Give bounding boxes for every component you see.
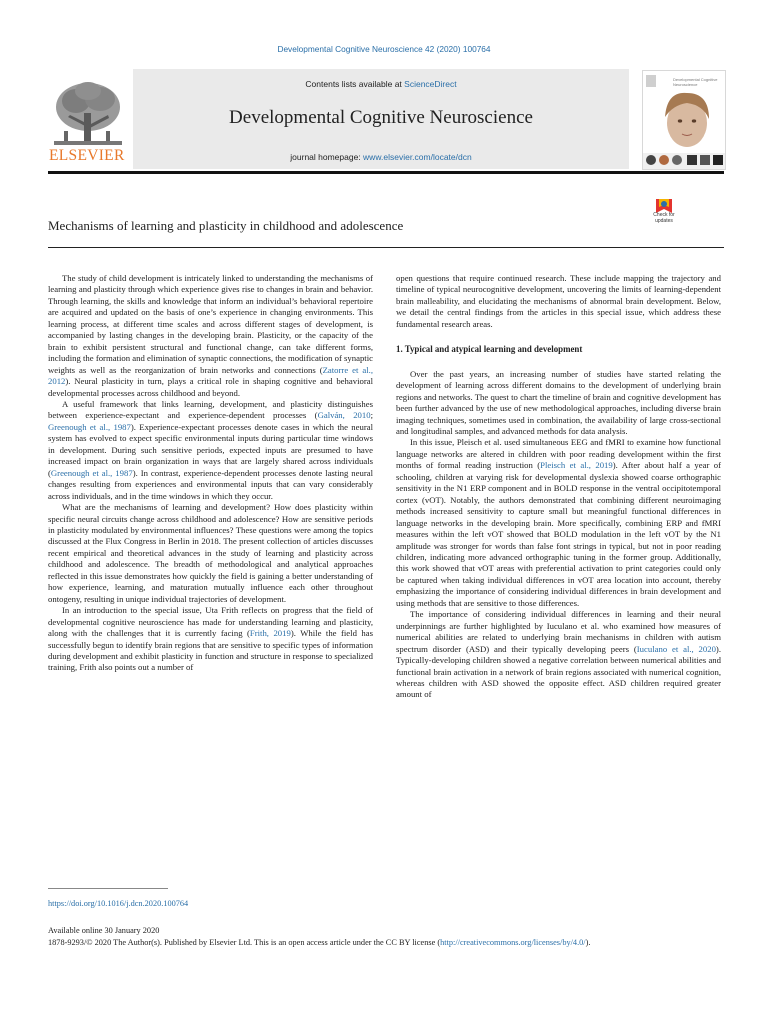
journal-title: Developmental Cognitive Neuroscience bbox=[229, 107, 533, 128]
cover-title: Developmental Cognitive Neuroscience bbox=[673, 77, 718, 87]
journal-cover-thumbnail[interactable] bbox=[642, 70, 726, 170]
license-link[interactable]: http://creativecommons.org/licenses/by/4.0/ bbox=[440, 938, 586, 947]
citation-link[interactable]: Zatorre et al., 2012 bbox=[48, 364, 373, 387]
citation-link[interactable]: Iuculano et al., 2020 bbox=[636, 643, 716, 654]
paragraph: Over the past years, an increasing number of studies have started relating the development of learning across different domains to the development of underlying brain regions and networks. The quest to chart the timeline of brain and cognitive development has been further advanced by the use of new methodological approaches, including diverse brain imaging techniques, sometimes used in combination, the availability of large cross-sectional and longitudinal samples, and advanced methods for data analysis. bbox=[396, 368, 721, 436]
article-title: Mechanisms of learning and plasticity in childhood and adolescence bbox=[48, 218, 404, 233]
paragraph: The importance of considering individual differences in learning and their neural underpinnings are further highlighted by Iuculano et al. who examined how measures of numerical abilities are related to underlying brain mechanisms in children with autism spectrum disorder (ASD) and their typically developing peers (Iuculano et al., 2020). Typically-developing children showed a negative correlation between numerical abilities and functional brain activation in a network of brain regions associated with numerical cognition, whereas children with ASD showed the opposite effect. ASD children required greater amount of bbox=[396, 609, 721, 700]
footer-rule bbox=[48, 888, 168, 889]
paragraph: open questions that require continued research. These include mapping the trajectory and timeline of typical neurocognitive development, uncovering the limits of learning-dependent brain malleability, and elucidating the mechanisms of abnormal brain development. Below, we detail the central findings from the articles in this special issue, which address these fundamental research areas. bbox=[396, 273, 721, 329]
journal-homepage-line: journal homepage: www.elsevier.com/locate/dcn bbox=[290, 152, 472, 162]
section-heading: 1. Typical and atypical learning and development bbox=[396, 344, 583, 355]
paragraph: In this issue, Pleisch et al. used simultaneous EEG and fMRI to examine how functional language networks are altered in children with poor reading development within the first months of formal reading instruction (Pleisch et al., 2019). After about half a year of schooling, children at varying risk for developmental dyslexia showed coarse orthographic sensitivity in the N1 ERP component and in BOLD response in the ventral occipitotemporal cortex (vOT). Notably, the authors demonstrated that combining different neuroimaging methods increased sensitivity to capture small but meaningful functional differences in language networks in the developing brain. More specifically, combining ERP and fMRI measures within the left vOT showed that BOLD modulation in the left vOT by the N1 amplitude was stronger for words than false font strings in typical, but not in poor reading children, indicating more advanced orthographic tuning in the former group. Additionally, this work showed that vOT areas with preferential activation to print categories could only be captured when taking individual differences in vOT area location into account, thereby emphasizing the importance of considering individual differences in brain development and using methods that are sensitive to those differences. bbox=[396, 437, 721, 608]
journal-header-box bbox=[133, 69, 629, 169]
left-text-column bbox=[48, 273, 373, 674]
citation-link[interactable]: Galván, 2010 bbox=[317, 410, 371, 421]
citation-link[interactable]: Greenough et al., 1987 bbox=[48, 421, 131, 432]
citation-link[interactable]: Pleisch et al., 2019 bbox=[540, 460, 613, 471]
citation-link[interactable]: Greenough et al., 1987 bbox=[50, 467, 133, 478]
doi-link[interactable]: https://doi.org/10.1016/j.dcn.2020.100764 bbox=[48, 899, 189, 908]
elsevier-wordmark: ELSEVIER bbox=[49, 147, 125, 164]
license-line: 1878-9293/© 2020 The Author(s). Published by Elsevier Ltd. This is an open access article under the CC BY license (http://creativecommons.org/licenses/by/4.0/). bbox=[48, 938, 591, 947]
paragraph: What are the mechanisms of learning and development? How does plasticity within specific neural circuits change across childhood and adolescence? How are sensitive periods in plasticity modulated by environmental influences? These questions were among the topics discussed at the Flux Congress in Berlin in 2018. The present collection of articles discusses recent empirical and theoretical advances in the study of learning and plasticity across childhood and adolescence. The breadth of methodological and analytical approaches reflected in this issue demonstrates how quickly the field is gaining a better understanding of how experience, learning, and maturation mutually influence each other throughout ontogeny, resulting in unique individual trajectories of development. bbox=[48, 502, 373, 604]
journal-masthead bbox=[48, 69, 724, 171]
paragraph: A useful framework that links learning, development, and plasticity distinguishes between experience-expectant and experience-dependent processes (Galván, 2010; Greenough et al., 1987). Experience-expectant processes denote cases in which the neural system has evolved to expect specific environmental inputs during particular time windows in development. During such sensitive periods, expected inputs are presumed to have increased impact on brain organization in ways that are largely shared across individuals (Greenough et al., 1987). In contrast, experience-dependent processes denote lasting neural changes resulting from experiences and environmental inputs that can vary considerably across individuals, and in the time windows in which they occur. bbox=[48, 398, 373, 501]
contents-available-line: Contents lists available at ScienceDirect bbox=[305, 79, 457, 89]
masthead-rule bbox=[48, 171, 724, 174]
check-for-updates-label[interactable]: Check for updates bbox=[653, 212, 675, 224]
paragraph: In an introduction to the special issue, Uta Frith reflects on progress that the field of developmental cognitive neuroscience has made for understanding learning and plasticity, along with the challenges that it is currently facing (Frith, 2019). While the field has successfully begun to identify brain regions that are sensitive to specific types of information during development and exhibit plasticity in function and structure in response to specialized training, Frith also points out a number of bbox=[48, 605, 373, 673]
sciencedirect-link[interactable]: ScienceDirect bbox=[404, 79, 457, 89]
journal-homepage-link[interactable]: www.elsevier.com/locate/dcn bbox=[363, 152, 472, 162]
title-rule bbox=[48, 247, 724, 248]
citation-link[interactable]: Frith, 2019 bbox=[249, 628, 291, 639]
paragraph: The study of child development is intricately linked to understanding the mechanisms of learning and plasticity through which experience gives rise to changes in brain and behavior. Through learning, the skills and knowledge that inform an individual’s behavioral repertoire are acquired and updated on the basis of one’s experience in changing environments. This learning process, at different time scales and across different stages of development, is accompanied by lasting changes in the developing brain. Plasticity, or the capacity of the brain to exhibit persistent structural and functional change, can take different forms, including the formation and elimination of synaptic connections, the modification of synaptic weights as well as the reorganization of brain networks and connections (Zatorre et al., 2012). Neural plasticity in turn, plays a critical role in shaping cognitive and behavioral developmental processes across childhood and beyond. bbox=[48, 273, 373, 398]
available-online-date: Available online 30 January 2020 bbox=[48, 926, 160, 935]
journal-citation-link[interactable]: Developmental Cognitive Neuroscience 42 (2020) 100764 bbox=[277, 44, 491, 54]
right-text-column bbox=[396, 273, 721, 701]
